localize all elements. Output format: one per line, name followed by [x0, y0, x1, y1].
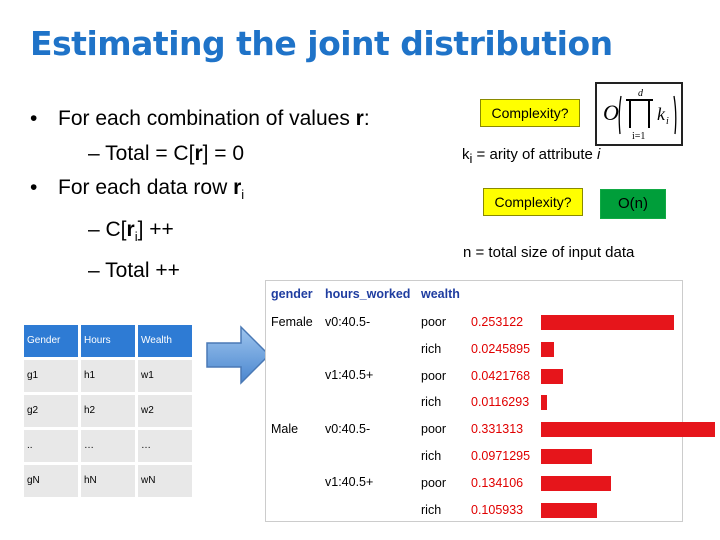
- bullet-4: [28, 213, 370, 255]
- bullet-1-text: For each combination of values: [58, 107, 356, 130]
- formula-term-sub: i: [666, 116, 669, 127]
- complexity-box-2: Complexity?: [483, 188, 583, 216]
- bullet-2-suffix: ] = 0: [202, 141, 245, 165]
- probability-value: 0.0971295: [471, 449, 531, 463]
- arity-k: k: [462, 146, 470, 163]
- arity-sub: i: [469, 151, 473, 166]
- table-cell: wN: [138, 465, 192, 497]
- hours-label: v1:40.5+: [325, 368, 374, 382]
- wealth-label: poor: [421, 368, 447, 383]
- table-cell: w1: [138, 360, 192, 392]
- wealth-label: rich: [421, 449, 442, 463]
- formula-term: k: [657, 104, 665, 124]
- gender-male: Male: [271, 422, 299, 436]
- formula-right-paren: [674, 96, 676, 134]
- probability-value: 0.0421768: [471, 368, 531, 383]
- bullet-2-text: – Total = C[: [88, 141, 195, 165]
- probability-bar: [541, 395, 547, 410]
- probability-value: 0.0245895: [471, 341, 531, 356]
- table-cell: g2: [24, 395, 78, 427]
- header-hours: Hours: [81, 325, 135, 357]
- probability-value: 0.331313: [471, 422, 524, 437]
- bullet-4-suffix: ] ++: [137, 217, 174, 241]
- arity-note: [462, 146, 600, 166]
- col-gender: gender: [271, 287, 313, 301]
- bullet-1: [28, 102, 370, 137]
- bullet-3-var: r: [233, 176, 242, 199]
- arity-var: i: [597, 146, 601, 163]
- wealth-label: poor: [421, 422, 447, 437]
- bullet-2: [28, 137, 370, 172]
- probability-value: 0.253122: [471, 315, 524, 329]
- bullet-4-var: r: [126, 217, 135, 241]
- arity-text: = arity of attribute: [472, 146, 598, 163]
- table-cell: g1: [24, 360, 78, 392]
- bullet-3: [28, 171, 370, 213]
- joint-distribution-table: [265, 280, 683, 522]
- bullet-4-text: – C[: [88, 217, 127, 241]
- complexity-box-1: Complexity?: [480, 99, 580, 127]
- hours-label: v0:40.5-: [325, 315, 371, 329]
- probability-value: 0.0116293: [471, 395, 530, 410]
- product-symbol: [626, 100, 653, 128]
- wealth-label: poor: [421, 475, 447, 490]
- bullet-1-suffix: :: [363, 107, 370, 130]
- header-gender: Gender: [24, 325, 78, 357]
- table-cell: ..: [24, 430, 78, 462]
- bullet-5-text: – Total ++: [88, 259, 180, 283]
- slide-title: Estimating the joint distribution: [30, 24, 613, 63]
- formula-left-paren: [619, 96, 621, 134]
- big-o-n-box: O(n): [600, 189, 666, 219]
- table-cell: w2: [138, 395, 192, 427]
- right-arrow-icon: [205, 325, 271, 385]
- probability-bar: [541, 476, 611, 491]
- wealth-label: rich: [421, 502, 442, 517]
- probability-bar: [541, 342, 554, 357]
- probability-bar: [541, 449, 592, 464]
- gender-female: Female: [271, 315, 313, 329]
- probability-bar: [541, 503, 597, 518]
- bullet-4-sub: i: [134, 228, 138, 244]
- wealth-label: poor: [421, 315, 447, 329]
- product-formula: [595, 82, 683, 146]
- wealth-label: rich: [421, 395, 442, 410]
- wealth-label: rich: [421, 341, 442, 356]
- probability-bar: [541, 422, 715, 437]
- hours-label: v1:40.5+: [325, 475, 374, 489]
- probability-value: 0.105933: [471, 502, 524, 517]
- table-cell: h1: [81, 360, 135, 392]
- hours-label: v0:40.5-: [325, 422, 371, 436]
- bullet-1-var: r: [355, 107, 364, 130]
- formula-lower: i=1: [632, 131, 646, 142]
- bullet-2-var: r: [194, 141, 203, 165]
- formula-func: O: [603, 100, 619, 125]
- formula-upper: d: [638, 88, 643, 99]
- bullet-list: [28, 102, 370, 289]
- table-cell: …: [138, 430, 192, 462]
- table-cell: …: [81, 430, 135, 462]
- col-wealth: wealth: [421, 287, 460, 301]
- col-hours: hours_worked: [325, 287, 411, 301]
- probability-value: 0.134106: [471, 475, 524, 490]
- table-cell: hN: [81, 465, 135, 497]
- n-definition: n = total size of input data: [463, 244, 635, 261]
- probability-bar: [541, 315, 674, 330]
- bullet-3-sub: i: [241, 187, 245, 203]
- table-cell: h2: [81, 395, 135, 427]
- table-cell: gN: [24, 465, 78, 497]
- bullet-3-text: For each data row: [58, 176, 234, 199]
- header-wealth: Wealth: [138, 325, 192, 357]
- probability-bar: [541, 369, 563, 384]
